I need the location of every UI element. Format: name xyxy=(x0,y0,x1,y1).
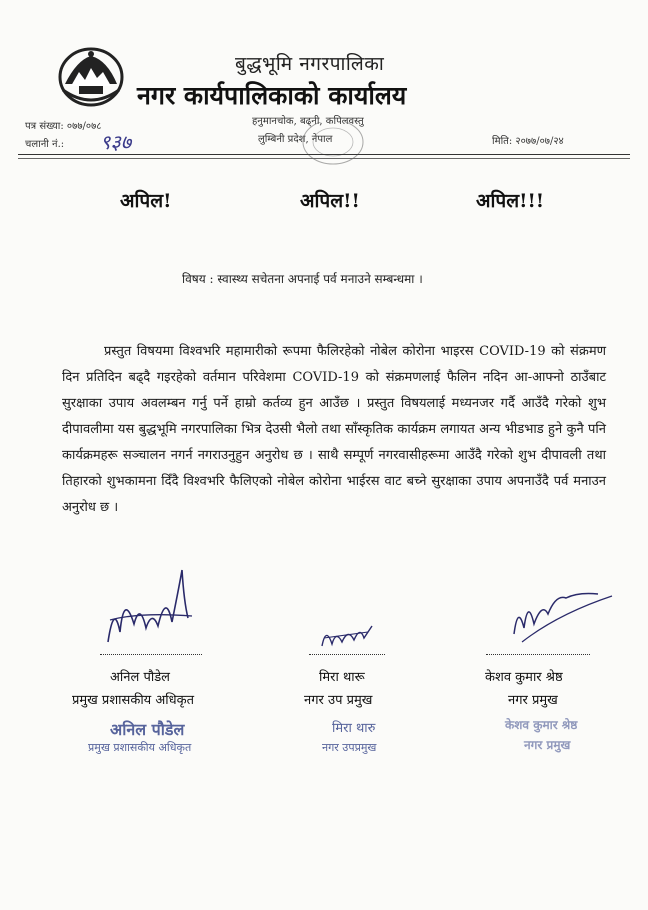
nepal-emblem-icon xyxy=(57,46,125,108)
stamp-title-3: नगर प्रमुख xyxy=(524,738,571,752)
stamp-title-2: नगर उपप्रमुख xyxy=(322,741,377,754)
dispatch-number-label: चलानी नं.: xyxy=(25,139,65,150)
address-line-2: लुम्बिनी प्रदेश, नेपाल xyxy=(258,134,333,145)
municipality-name: बुद्धभूमि नगरपालिका xyxy=(235,53,385,75)
letter-body: प्रस्तुत विषयमा विश्वभरि महामारीको रूपमा फैलिरहेको नोबेल कोरोना भाइरस COVID-19 को संक्रमण दिन प्रतिदिन बढ्दै गइरहेको वर्तमान परिवेशमा COVID-19 को संक्रमणलाई फैलिन नदिन आ-आफ्नो ठाउँबाट सुरक्षाका उपाय अवलम्बन गर्नु पर्ने हाम्रो कर्तव्य हुन आउँछ । प्रस्तुत विषयलाई मध्यनजर गर्दै आउँदै गरेको शुभ दीपावलीमा यस बुद्धभूमि नगरपालिका भित्र देउसी भैलो तथा साँस्कृतिक कार्यक्रम लगायत अन्य भीडभाड हुने कुनै पनि कार्यक्रमहरू सञ्चालन नगर्न नगराउनुहुन अनुरोध छ । साथै सम्पूर्ण नगरवासीहरूमा आउँदै गरेको शुभ दीपावली तथा तिहारको शुभकामना दिँदै विश्वभरि फैलिएको नोबेल कोरोना भाईरस वाट बच्ने सुरक्षाका उपाय अपनाउँदै पर्व मनाउन अनुरोध छ । xyxy=(62,344,606,515)
signature-mayor xyxy=(508,584,618,644)
stamp-title-1: प्रमुख प्रशासकीय अधिकृत xyxy=(88,741,192,754)
office-name: नगर कार्यपालिकाको कार्यालय xyxy=(137,81,407,110)
stamp-name-2: मिरा थारु xyxy=(332,721,376,736)
dispatch-number-value: ९३७ xyxy=(100,130,132,154)
address-line-1: हनुमानचोक, बढ्नी, कपिलवस्तु xyxy=(252,116,364,127)
signature-cao xyxy=(100,562,200,654)
header-divider-thin xyxy=(18,158,630,159)
signatory-title-2: नगर उप प्रमुख xyxy=(304,693,373,708)
signature-line-3 xyxy=(486,654,590,655)
signature-line-1 xyxy=(100,654,202,655)
appeal-heading-2: अपिल!! xyxy=(300,190,360,212)
signatory-name-3: केशव कुमार श्रेष्ठ xyxy=(485,670,563,685)
header-divider xyxy=(18,154,630,155)
letter-subject: विषय : स्वास्थ्य सचेतना अपनाई पर्व मनाउने सम्बन्धमा । xyxy=(182,272,423,286)
signatory-name-2: मिरा थारू xyxy=(319,670,365,685)
reference-number: पत्र संख्या: ०७७/०७८ xyxy=(25,121,102,132)
stamp-name-3: केशव कुमार श्रेष्ठ xyxy=(505,718,578,732)
office-seal-icon xyxy=(298,122,368,168)
appeal-heading-3: अपिल!!! xyxy=(476,190,545,212)
stamp-name-1: अनिल पौडेल xyxy=(110,720,185,739)
signatory-title-3: नगर प्रमुख xyxy=(508,693,558,708)
letter-date: मिति: २०७७/०७/२४ xyxy=(492,136,564,147)
appeal-heading-1: अपिल! xyxy=(120,190,172,212)
signature-line-2 xyxy=(309,654,385,655)
signatory-title-1: प्रमुख प्रशासकीय अधिकृत xyxy=(72,693,195,708)
signature-deputy-mayor xyxy=(318,620,378,654)
signatory-name-1: अनिल पौडेल xyxy=(110,670,170,685)
